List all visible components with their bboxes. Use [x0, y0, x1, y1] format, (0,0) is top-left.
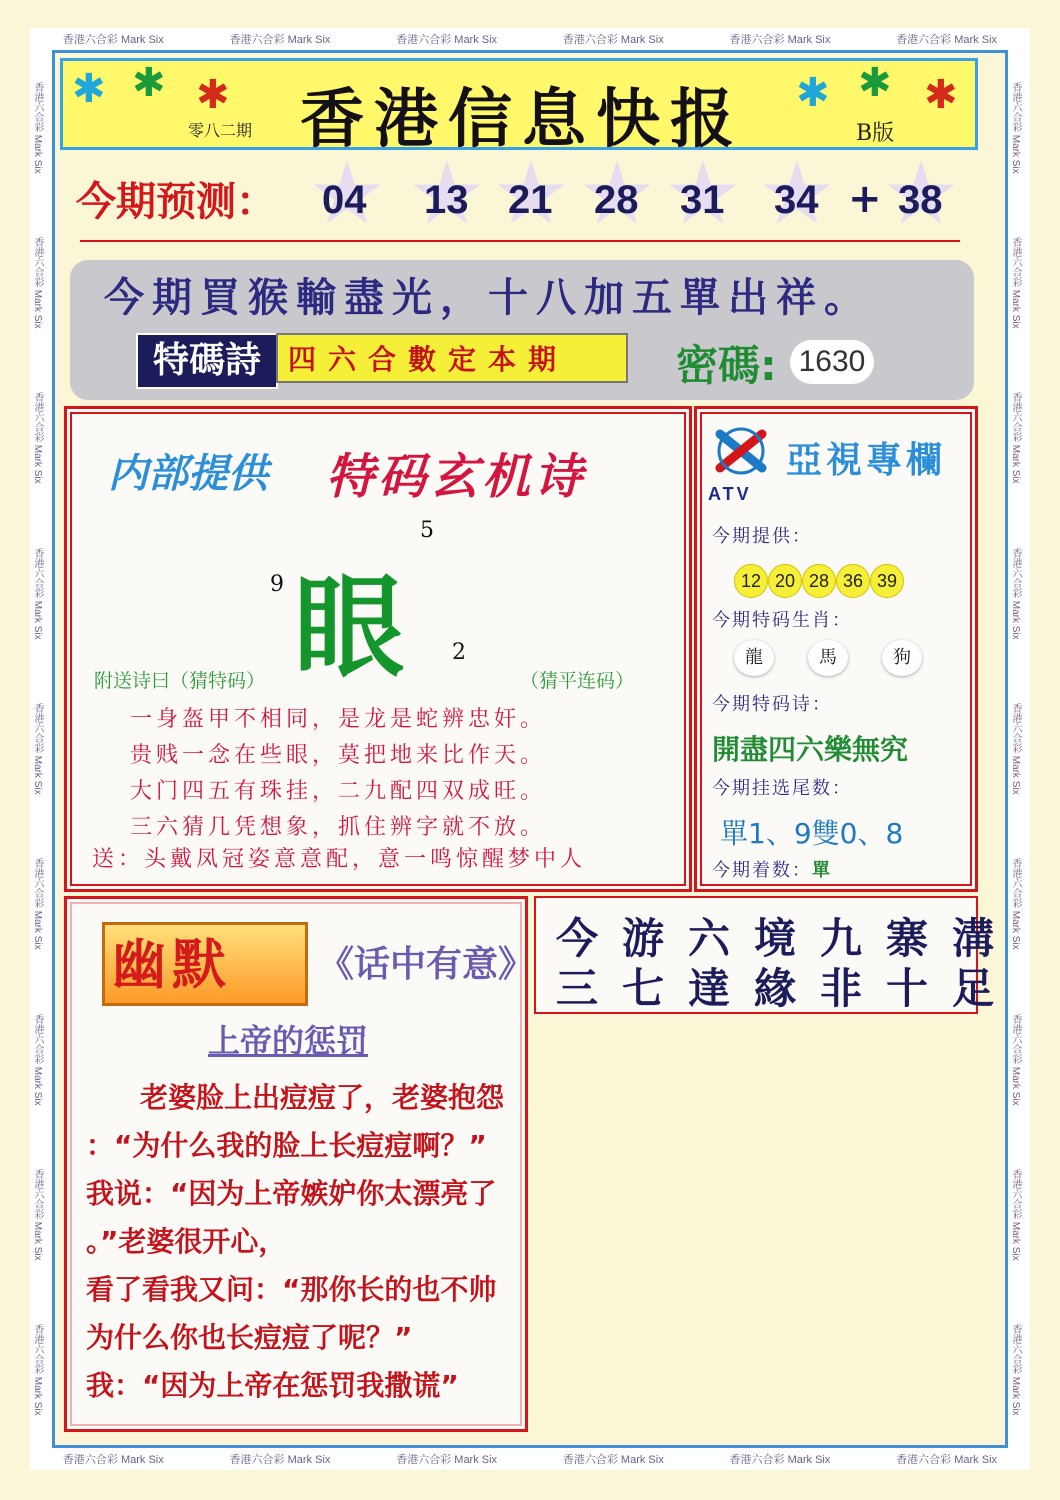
asterisk-icon: ✱ [196, 72, 230, 118]
side-poem-line: 今游六境九寨溝 [556, 914, 1019, 963]
prediction-number: 28 [594, 178, 639, 222]
riddle-number-bottom: 2 [452, 640, 466, 665]
watermark-text: 香港六合彩 Mark Six [32, 392, 43, 485]
watermark-text: 香港六合彩 Mark Six [229, 1454, 331, 1466]
watermark-left [30, 50, 52, 1448]
special-poem-value: 四六合數定本期 [276, 333, 628, 383]
zodiac-badge: 馬 [808, 640, 848, 676]
watermark-text: 香港六合彩 Mark Six [1010, 1013, 1021, 1106]
atv-poem: 開盡四六樂無究 [712, 733, 909, 766]
divider [80, 240, 960, 242]
watermark-text: 香港六合彩 Mark Six [1010, 81, 1021, 174]
plus-sign: + [848, 176, 882, 222]
special-poem-label: 特碼詩 [136, 333, 278, 389]
asterisk-icon: ✱ [132, 60, 166, 106]
number-ball: 39 [870, 564, 904, 598]
prediction-number: 21 [508, 178, 553, 222]
watermark-text: 香港六合彩 Mark Six [1010, 392, 1021, 485]
prediction-number: 31 [680, 178, 725, 222]
asterisk-icon: ✱ [796, 70, 830, 116]
riddle-number-top: 5 [420, 518, 434, 543]
asterisk-icon: ✱ [72, 66, 106, 112]
watermark-text: 香港六合彩 Mark Six [896, 1454, 998, 1466]
watermark-text: 香港六合彩 Mark Six [32, 703, 43, 795]
story-line: ：“为什么我的脸上长痘痘啊？” [86, 1129, 487, 1162]
watermark-text: 香港六合彩 Mark Six [396, 1454, 498, 1466]
riddle-number-left: 9 [270, 572, 284, 597]
riddle-line: 贵贱一念在些眼，莫把地来比作天。 [130, 743, 547, 768]
prediction-number: 34 [774, 178, 819, 222]
watermark-text: 香港六合彩 Mark Six [32, 1169, 43, 1261]
watermark-text: 香港六合彩 Mark Six [896, 34, 998, 46]
story-line: 看了看我又问：“那你长的也不帅 [86, 1273, 497, 1306]
number-ball: 12 [734, 564, 768, 598]
riddle-hint-left: 附送诗曰（猜特码） [94, 670, 266, 692]
number-ball: 36 [836, 564, 870, 598]
riddle-title-internal: 内部提供 [108, 451, 268, 497]
asterisk-icon: ✱ [924, 72, 958, 118]
special-number: 38 [898, 178, 943, 222]
watermark-text: 香港六合彩 Mark Six [729, 34, 831, 46]
humor-subtitle: 《话中有意》 [318, 944, 535, 985]
watermark-text: 香港六合彩 Mark Six [562, 1454, 664, 1466]
story-title: 上帝的惩罚 [208, 1022, 369, 1060]
riddle-line: 一身盔甲不相同，是龙是蛇辨忠奸。 [130, 707, 547, 732]
atv-logo-icon [712, 422, 770, 480]
watermark-text: 香港六合彩 Mark Six [729, 1454, 831, 1466]
watermark-text: 香港六合彩 Mark Six [1010, 703, 1021, 795]
watermark-text: 香港六合彩 Mark Six [1010, 1169, 1021, 1261]
atv-odd-label: 今期着数： [712, 860, 812, 881]
zodiac-badge: 狗 [882, 640, 922, 676]
watermark-right [1008, 50, 1030, 1448]
watermark-text: 香港六合彩 Mark Six [1010, 547, 1021, 640]
atv-provide-label: 今期提供： [712, 526, 812, 547]
prediction-number: 13 [424, 178, 469, 222]
story-line: 为什么你也长痘痘了呢？” [86, 1321, 413, 1354]
number-ball: 20 [768, 564, 802, 598]
atv-tail-label: 今期挂选尾数： [712, 778, 852, 799]
number-ball: 28 [802, 564, 836, 598]
prediction-number: 04 [322, 178, 367, 222]
watermark-text: 香港六合彩 Mark Six [32, 547, 43, 640]
watermark-text: 香港六合彩 Mark Six [1010, 858, 1021, 951]
atv-logo-text: ATV [708, 484, 752, 504]
watermark-text: 香港六合彩 Mark Six [32, 858, 43, 951]
atv-tail-value: 單1、9雙0、8 [720, 817, 904, 850]
humor-badge-text: 幽默 [112, 933, 232, 996]
watermark-text: 香港六合彩 Mark Six [1010, 237, 1021, 329]
atv-zodiac-label: 今期特码生肖： [712, 610, 852, 631]
watermark-text: 香港六合彩 Mark Six [62, 1454, 164, 1466]
atv-poem-label: 今期特码诗： [712, 694, 832, 715]
zodiac-badge: 龍 [734, 640, 774, 676]
atv-title: 亞視專欄 [786, 440, 947, 481]
story-line: 。”老婆很开心， [86, 1225, 287, 1258]
watermark-text: 香港六合彩 Mark Six [396, 34, 498, 46]
page-title: 香港信息快报 [300, 82, 744, 157]
riddle-line: 大门四五有珠挂，二九配四双成旺。 [130, 779, 547, 804]
story-line: 我：“因为上帝在惩罚我撒谎” [86, 1369, 459, 1402]
atv-odd-value: 單 [812, 860, 832, 881]
slogan-text: 今期買猴輸盡光，十八加五單出祥。 [104, 275, 872, 321]
asterisk-icon: ✱ [858, 60, 892, 106]
riddle-line: 三六猜几凭想象，抓住辨字就不放。 [130, 815, 547, 840]
riddle-title: 特码玄机诗 [326, 449, 587, 505]
riddle-hint-right: （猜平连码） [520, 670, 635, 692]
edition-label: B版 [856, 121, 895, 146]
watermark-text: 香港六合彩 Mark Six [1010, 1324, 1021, 1417]
atv-odd-row [712, 856, 832, 882]
story-line: 老婆脸上出痘痘了，老婆抱怨 [140, 1081, 505, 1114]
riddle-character: 眼 [294, 564, 404, 692]
watermark-text: 香港六合彩 Mark Six [62, 34, 164, 46]
riddle-line-last: 送：头戴凤冠姿意意配，意一鸣惊醒梦中人 [92, 847, 587, 872]
side-poem-line: 三七達緣非十足 [556, 964, 1019, 1013]
password-label: 密碼: [676, 341, 777, 390]
story-line: 我说：“因为上帝嫉妒你太漂亮了 [86, 1177, 497, 1210]
watermark-text: 香港六合彩 Mark Six [32, 1324, 43, 1417]
password-value: 1630 [790, 340, 874, 384]
watermark-bottom [30, 1448, 1030, 1470]
watermark-text: 香港六合彩 Mark Six [32, 1013, 43, 1106]
prediction-label: 今期预测： [76, 179, 276, 225]
watermark-top [30, 28, 1030, 50]
watermark-text: 香港六合彩 Mark Six [32, 81, 43, 174]
watermark-text: 香港六合彩 Mark Six [229, 34, 331, 46]
watermark-text: 香港六合彩 Mark Six [32, 237, 43, 329]
issue-number: 零八二期 [188, 121, 253, 140]
watermark-text: 香港六合彩 Mark Six [562, 34, 664, 46]
